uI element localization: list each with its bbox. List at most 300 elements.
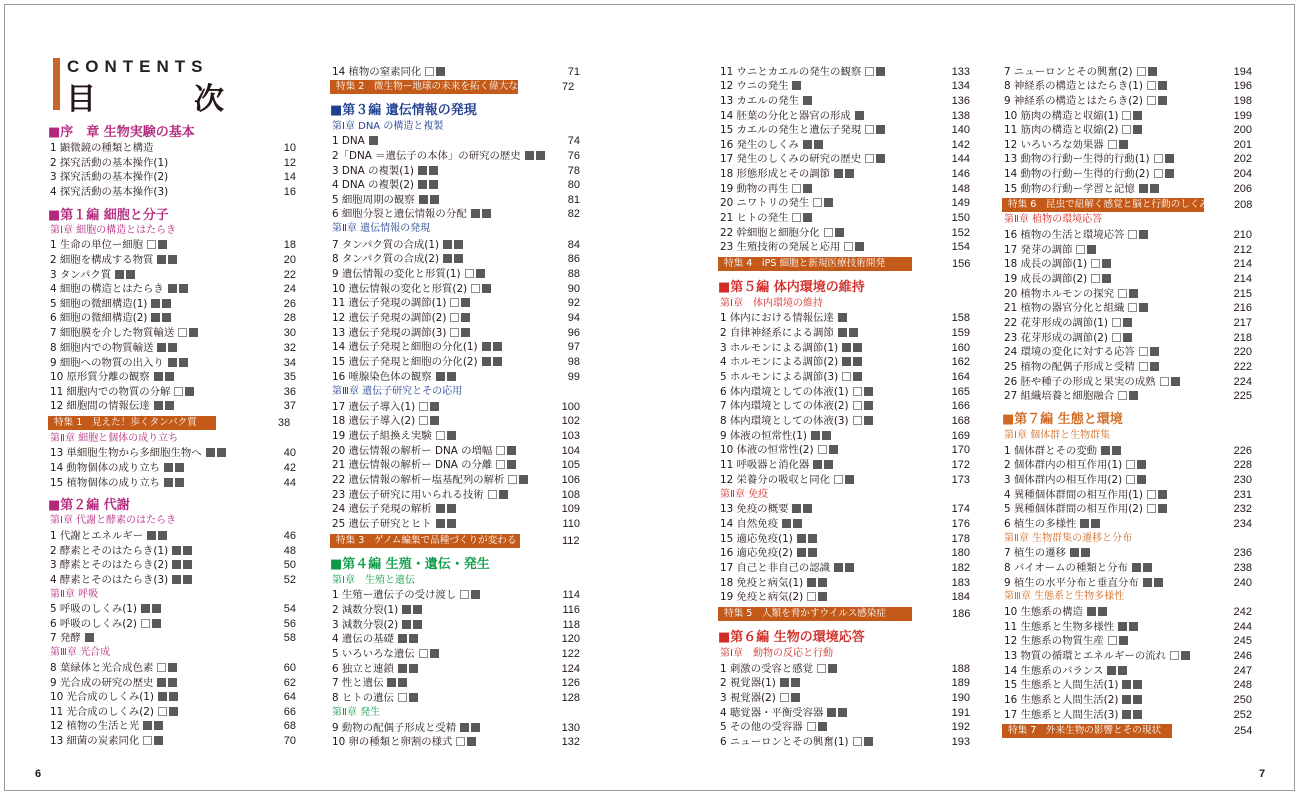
page-number: 214 [1233, 258, 1252, 270]
page-number: 56 [283, 618, 296, 630]
page-number: 90 [567, 283, 580, 295]
toc-entry [48, 719, 296, 734]
filled-box-icon [164, 478, 173, 487]
toc-entry [1002, 561, 1252, 576]
filled-box-icon [1137, 475, 1146, 484]
chapter-heading-text: 第Ⅰ章 DNA の構造と複製 [332, 121, 444, 132]
feature-banner [330, 534, 580, 548]
contents-heading-en: CONTENTS [67, 57, 209, 76]
entry-title: 13 カエルの発生 [720, 94, 812, 109]
part-heading [48, 124, 296, 142]
filled-box-icon [471, 209, 480, 218]
filled-box-icon [1158, 96, 1167, 105]
toc-entry [48, 370, 296, 385]
page-number: 128 [561, 692, 580, 704]
filled-box-icon [409, 664, 418, 673]
toc-entry [1002, 708, 1252, 723]
filled-box-icon [154, 736, 163, 745]
entry-title: 25 植物の配偶子形成と受精 [1004, 360, 1159, 375]
outline-box-icon [436, 431, 445, 440]
page-number: 242 [1233, 606, 1252, 618]
filled-box-icon [172, 560, 181, 569]
filled-box-icon [85, 633, 94, 642]
toc-entry [718, 94, 970, 109]
filled-box-icon [482, 284, 491, 293]
outline-box-icon [1128, 230, 1137, 239]
toc-entry [718, 196, 970, 211]
part-heading-text: ■第７編 生態と環境 [1002, 412, 1123, 427]
entry-title: 10 卵の種類と卵割の様式 [332, 735, 476, 750]
toc-entry [1002, 649, 1252, 664]
filled-box-icon [454, 254, 463, 263]
filled-box-icon [443, 254, 452, 263]
outline-box-icon [1108, 140, 1117, 149]
part-heading-text: ■第５編 体内環境の維持 [718, 280, 865, 295]
filled-box-icon [853, 372, 862, 381]
chapter-heading [1002, 590, 1252, 604]
outline-box-icon [1170, 651, 1179, 660]
page-number: 76 [567, 150, 580, 162]
filled-box-icon [1150, 184, 1159, 193]
filled-box-icon [461, 328, 470, 337]
toc-entry [1002, 94, 1252, 109]
outline-box-icon [1160, 377, 1169, 386]
entry-title: 2 細胞を構成する物質 [50, 253, 177, 268]
filled-box-icon [807, 578, 816, 587]
toc-entry [48, 617, 296, 632]
toc-entry [330, 400, 580, 415]
filled-box-icon [183, 575, 192, 584]
filled-box-icon [413, 605, 422, 614]
toc-entry [330, 429, 580, 444]
filled-box-icon [842, 357, 851, 366]
entry-title: 6 細胞分裂と遺伝情報の分配 [332, 207, 491, 222]
chapter-heading-text: 第Ⅲ章 遺伝子研究とその応用 [332, 386, 463, 397]
chapter-heading [48, 224, 296, 238]
page-number: 52 [283, 574, 296, 586]
page-number: 250 [1233, 694, 1252, 706]
toc-entry [718, 414, 970, 429]
filled-box-icon [157, 678, 166, 687]
page-number: 244 [1233, 621, 1252, 633]
toc-entry [48, 141, 296, 156]
page-number: 126 [561, 677, 580, 689]
page-number: 220 [1233, 346, 1252, 358]
page-number: 228 [1233, 459, 1252, 471]
filled-box-icon [454, 240, 463, 249]
toc-entry [330, 721, 580, 736]
toc-entry [1002, 109, 1252, 124]
chapter-heading-text: 第Ⅰ章 個体群と生物群集 [1004, 430, 1111, 441]
entry-title: 11 生態系と生物多様性 [1004, 620, 1138, 635]
toc-entry [718, 720, 970, 735]
toc-entry [718, 458, 970, 473]
part-heading-text: ■序 章 生物実験の基本 [48, 125, 195, 140]
toc-entry [1002, 389, 1252, 404]
filled-box-icon [792, 504, 801, 513]
outline-box-icon [450, 313, 459, 322]
entry-title: 21 ヒトの発生 [720, 211, 812, 226]
entry-title: 4 DNA の複製(2) [332, 178, 438, 193]
filled-box-icon [206, 448, 215, 457]
filled-box-icon [1143, 578, 1152, 587]
page-number: 34 [283, 357, 296, 369]
filled-box-icon [1181, 651, 1190, 660]
feature-title: 特集 1 見えた！歩くタンパク質 [54, 417, 197, 428]
toc-entry [718, 576, 970, 591]
page-number: 236 [1233, 547, 1252, 559]
toc-entry [1002, 228, 1252, 243]
entry-title: 6 呼吸のしくみ(2) [50, 617, 161, 632]
toc-entry [718, 211, 970, 226]
filled-box-icon [430, 402, 439, 411]
filled-box-icon [1133, 111, 1142, 120]
page-number: 149 [951, 197, 970, 209]
outline-box-icon [1147, 96, 1156, 105]
entry-title: 12 植物の生活と光 [50, 719, 163, 734]
page-number: 231 [1233, 489, 1252, 501]
toc-entry [1002, 65, 1252, 80]
outline-box-icon [1091, 259, 1100, 268]
outline-box-icon [157, 663, 166, 672]
title-accent-bar [53, 58, 60, 110]
entry-title: 4 酵素とそのはたらき(3) [50, 573, 192, 588]
outline-box-icon [1118, 289, 1127, 298]
filled-box-icon [115, 270, 124, 279]
filled-box-icon [876, 125, 885, 134]
page-number: 164 [951, 371, 970, 383]
entry-title: 3 個体群内の相互作用(2) [1004, 473, 1146, 488]
outline-box-icon [1122, 111, 1131, 120]
entry-title: 13 細菌の炭素同化 [50, 734, 163, 749]
filled-box-icon [183, 560, 192, 569]
filled-box-icon [447, 519, 456, 528]
entry-title: 17 自己と非自己の認識 [720, 561, 854, 576]
page-number: 247 [1233, 665, 1252, 677]
toc-entry [718, 79, 970, 94]
outline-box-icon [1154, 169, 1163, 178]
toc-entry [718, 370, 970, 385]
toc-entry [330, 164, 580, 179]
filled-box-icon [1102, 259, 1111, 268]
page-number: 10 [283, 142, 296, 154]
entry-title: 15 適応免疫(1) [720, 532, 817, 547]
entry-title: 13 物質の循環とエネルギーの流れ [1004, 649, 1190, 664]
entry-title: 14 生態系のバランス [1004, 664, 1127, 679]
toc-entry [48, 297, 296, 312]
outline-box-icon [141, 619, 150, 628]
entry-title: 16 植物の生活と環境応答 [1004, 228, 1148, 243]
filled-box-icon [507, 446, 516, 455]
outline-box-icon [1147, 81, 1156, 90]
filled-box-icon [447, 504, 456, 513]
filled-box-icon [447, 431, 456, 440]
outline-box-icon [450, 328, 459, 337]
page-number: 132 [561, 736, 580, 748]
page-number: 102 [561, 415, 580, 427]
chapter-heading [718, 647, 970, 661]
entry-title: 9 動物の配偶子形成と受精 [332, 721, 480, 736]
filled-box-icon [493, 357, 502, 366]
page-number: 94 [567, 312, 580, 324]
page-number: 183 [951, 577, 970, 589]
toc-entry [330, 311, 580, 326]
entry-title: 19 免疫と病気(2) [720, 590, 827, 605]
filled-box-icon [792, 81, 801, 90]
outline-box-icon [853, 737, 862, 746]
chapter-heading [48, 646, 296, 660]
entry-title: 24 遺伝子発現の解析 [332, 502, 456, 517]
page-number: 140 [951, 124, 970, 136]
page-number: 182 [951, 562, 970, 574]
filled-box-icon [1165, 169, 1174, 178]
entry-title: 7 ニューロンとその興奮(2) [1004, 65, 1157, 80]
entry-title: 24 環境の変化に対する応答 [1004, 345, 1159, 360]
page-number: 114 [562, 589, 580, 601]
filled-box-icon [387, 678, 396, 687]
filled-box-icon [853, 343, 862, 352]
entry-title: 13 遺伝子発現の調節(3) [332, 326, 470, 341]
entry-title: 10 生態系の構造 [1004, 605, 1107, 620]
entry-title: 6 独立と連鎖 [332, 662, 418, 677]
page-number: 206 [1233, 183, 1252, 195]
filled-box-icon [791, 678, 800, 687]
outline-box-icon [842, 372, 851, 381]
filled-box-icon [803, 213, 812, 222]
entry-title: 4 細胞の構造とはたらき [50, 282, 188, 297]
outline-box-icon [147, 240, 156, 249]
outline-box-icon [853, 401, 862, 410]
filled-box-icon [1133, 695, 1142, 704]
outline-box-icon [496, 446, 505, 455]
page-number: 30 [283, 327, 296, 339]
chapter-heading-text: 第Ⅲ章 生態系と生物多様性 [1004, 591, 1125, 602]
toc-entry [48, 282, 296, 297]
entry-title: 23 花芽形成の調節(2) [1004, 331, 1132, 346]
page-number: 234 [1233, 518, 1252, 530]
toc-entry [48, 661, 296, 676]
toc-entry [1002, 620, 1252, 635]
outline-box-icon [143, 736, 152, 745]
toc-entry [1002, 458, 1252, 473]
entry-title: 5 細胞の微細構造(1) [50, 297, 171, 312]
toc-entry [330, 502, 580, 517]
page-number: 159 [951, 327, 970, 339]
filled-box-icon [168, 255, 177, 264]
outline-box-icon [817, 664, 826, 673]
filled-box-icon [1107, 666, 1116, 675]
feature-title: 特集 7 外来生物の影響とその現状 [1008, 725, 1162, 736]
toc-entry [1002, 331, 1252, 346]
toc-entry [1002, 345, 1252, 360]
page-number: 162 [951, 356, 970, 368]
toc-entry [718, 429, 970, 444]
outline-box-icon [1126, 475, 1135, 484]
outline-box-icon [844, 242, 853, 251]
outline-box-icon [1128, 303, 1137, 312]
feature-banner [1002, 198, 1253, 212]
outline-box-icon [818, 445, 827, 454]
entry-title: 8 タンパク質の合成(2) [332, 252, 463, 267]
filled-box-icon [525, 151, 534, 160]
page-number: 122 [561, 648, 580, 660]
filled-box-icon [164, 463, 173, 472]
page-number: 224 [1233, 376, 1252, 388]
page-number: 50 [283, 559, 296, 571]
toc-entry [48, 573, 296, 588]
toc-entry [718, 240, 970, 255]
entry-title: 14 植物の窒素同化 [332, 65, 445, 80]
entry-title: 9 細胞への物質の出入り [50, 356, 188, 371]
chapter-heading-text: 第Ⅰ章 細胞の構造とはたらき [50, 225, 177, 236]
toc-entry [330, 458, 580, 473]
page-number: 198 [1233, 95, 1252, 107]
toc-entry [1002, 243, 1252, 258]
page-number-right: 7 [1259, 768, 1266, 780]
filled-box-icon [168, 284, 177, 293]
filled-box-icon [876, 67, 885, 76]
page-number: 148 [951, 183, 970, 195]
toc-entry [330, 618, 580, 633]
page-number: 166 [951, 400, 970, 412]
toc-entry [48, 446, 296, 461]
entry-title: 16 唾腺染色体の観察 [332, 370, 456, 385]
filled-box-icon [1139, 230, 1148, 239]
toc-entry [1002, 546, 1252, 561]
outline-box-icon [465, 269, 474, 278]
page-number: 60 [283, 662, 296, 674]
entry-title: 11 細胞内での物質の分解 [50, 385, 194, 400]
filled-box-icon [536, 151, 545, 160]
part-heading [48, 497, 296, 515]
filled-box-icon [803, 184, 812, 193]
toc-entry [330, 326, 580, 341]
page-number: 240 [1233, 577, 1252, 589]
toc-entry [48, 311, 296, 326]
toc-entry [718, 355, 970, 370]
filled-box-icon [808, 548, 817, 557]
entry-title: 5 異種個体群間の相互作用(2) [1004, 502, 1167, 517]
filled-box-icon [864, 416, 873, 425]
chapter-heading-text: 第Ⅲ章 光合成 [50, 647, 111, 658]
entry-title: 22 幹細胞と細胞分化 [720, 226, 844, 241]
filled-box-icon [1158, 490, 1167, 499]
filled-box-icon [829, 445, 838, 454]
filled-box-icon [876, 154, 885, 163]
entry-title: 10 光合成のしくみ(1) [50, 690, 178, 705]
filled-box-icon [827, 708, 836, 717]
toc-entry [48, 529, 296, 544]
toc-entry [1002, 301, 1252, 316]
entry-title: 5 呼吸のしくみ(1) [50, 602, 161, 617]
entry-title: 8 ヒトの遺伝 [332, 691, 418, 706]
page-number: 68 [283, 720, 296, 732]
entry-title: 3 減数分裂(2) [332, 618, 422, 633]
toc-entry [1002, 444, 1252, 459]
page-number: 202 [1233, 153, 1252, 165]
filled-box-icon [803, 504, 812, 513]
filled-box-icon [835, 228, 844, 237]
page-number: 46 [283, 530, 296, 542]
filled-box-icon [152, 604, 161, 613]
page-number-left: 6 [35, 768, 42, 780]
outline-box-icon [158, 707, 167, 716]
filled-box-icon [1143, 563, 1152, 572]
entry-title: 2 個体群内の相互作用(1) [1004, 458, 1146, 473]
entry-title: 21 遺伝情報の解析ー DNA の分離 [332, 458, 516, 473]
filled-box-icon [1158, 504, 1167, 513]
toc-entry [330, 340, 580, 355]
filled-box-icon [845, 563, 854, 572]
entry-title: 9 遺伝情報の変化と形質(1) [332, 267, 485, 282]
chapter-heading [48, 588, 296, 602]
toc-entry [1002, 360, 1252, 375]
toc-entry [718, 590, 970, 605]
filled-box-icon [476, 269, 485, 278]
entry-title: 22 遺伝情報の解析ー塩基配列の解析 [332, 473, 528, 488]
filled-box-icon [436, 67, 445, 76]
filled-box-icon [443, 240, 452, 249]
page-number: 97 [567, 341, 580, 353]
outline-box-icon [865, 67, 874, 76]
page-number: 26 [283, 298, 296, 310]
filled-box-icon [168, 663, 177, 672]
page-number: 176 [951, 518, 970, 530]
feature-banner [1002, 724, 1253, 738]
toc-entry [718, 399, 970, 414]
entry-title: 15 遺伝子発現と細胞の分化(2) [332, 355, 502, 370]
toc-entry [330, 193, 580, 208]
entry-title: 10 遺伝情報の変化と形質(2) [332, 282, 491, 297]
toc-entry [48, 476, 296, 491]
toc-entry [48, 253, 296, 268]
outline-box-icon [496, 460, 505, 469]
part-heading [718, 279, 970, 297]
outline-box-icon [865, 154, 874, 163]
outline-box-icon [1139, 347, 1148, 356]
filled-box-icon [1122, 695, 1131, 704]
chapter-heading-text: 第Ⅰ章 動物の反応と行動 [720, 648, 833, 659]
filled-box-icon [168, 678, 177, 687]
page-number: 225 [1233, 390, 1252, 402]
entry-title: 14 胚葉の分化と器官の形成 [720, 109, 864, 124]
filled-box-icon [165, 372, 174, 381]
page-number: 170 [951, 444, 970, 456]
entry-title: 9 体液の恒常性(1) [720, 429, 831, 444]
page-number: 189 [951, 677, 970, 689]
entry-title: 13 単細胞生物から多細胞生物へ [50, 446, 226, 461]
filled-box-icon [172, 546, 181, 555]
entry-title: 2 酵素とそのはたらき(1) [50, 544, 192, 559]
chapter-heading-text: 第Ⅱ章 細胞と個体の成り立ち [50, 433, 179, 444]
entry-title: 14 遺伝子発現と細胞の分化(1) [332, 340, 502, 355]
page-number: 72 [562, 81, 575, 93]
page-number: 146 [951, 168, 970, 180]
toc-entry [1002, 287, 1252, 302]
page-number: 37 [283, 400, 296, 412]
outline-box-icon [834, 475, 843, 484]
page-number: 134 [951, 80, 970, 92]
chapter-heading [1002, 532, 1252, 546]
entry-title: 5 いろいろな遺伝 [332, 647, 439, 662]
part-heading-text: ■第４編 生殖・遺伝・発生 [330, 557, 490, 572]
entry-title: 18 形態形成とその調節 [720, 167, 854, 182]
page-number: 138 [951, 110, 970, 122]
toc-entry [718, 517, 970, 532]
feature-title: 特集 2 微生物ー地球の未来を拓く偉大な生物ー [336, 81, 547, 92]
outline-box-icon [1118, 391, 1127, 400]
toc-entry [48, 544, 296, 559]
